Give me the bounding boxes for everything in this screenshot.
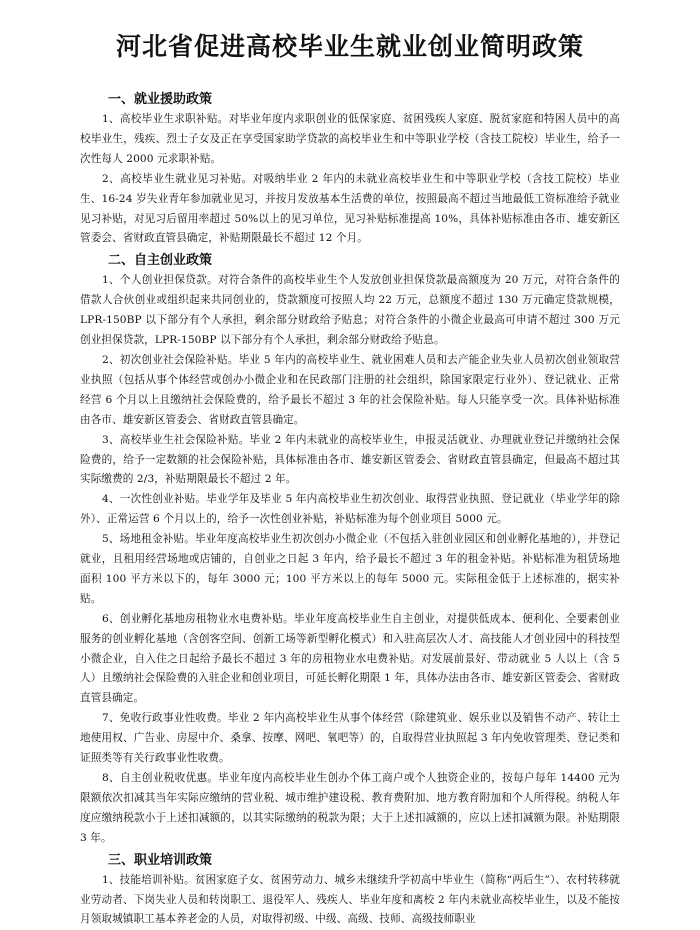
paragraph: 1、高校毕业生求职补贴。对毕业年度内求职创业的低保家庭、贫困残疾人家庭、脱贫家庭和特困人员中的高校毕业生，残疾、烈士子女及正在享受国家助学贷款的高校毕业生和中等职业学校（含技工院校）毕业生，给予一次性每人 2000 元求职补贴。 [80, 113, 620, 165]
paragraph: 2、初次创业社会保险补贴。毕业 5 年内的高校毕业生、就业困难人员和去产能企业失业人员初次创业领取营业执照（包括从事个体经营或创办小微企业和在民政部门注册的社会组织，除国家限定行业外）、登记就业、正常经营 6 个月以上且缴纳社会保险费的，给予最长不超过 3 年的社会保险补贴。每人只能享受一次。具体补贴标准由各市、雄安新区管委会、省财政直管县确定。 [80, 353, 620, 426]
document-title: 河北省促进高校毕业生就业创业简明政策 [115, 32, 584, 61]
section-heading-vocational-training: 三、职业培训政策 [108, 852, 213, 868]
paragraph: 4、一次性创业补贴。毕业学年及毕业 5 年内高校毕业生初次创业、取得营业执照、登记就业（毕业学年的除外）、正常运营 6 个月以上的，给予一次性创业补贴，补贴标准为每个创业项目 5000 元。 [80, 493, 620, 526]
paragraph: 2、高校毕业生就业见习补贴。对吸纳毕业 2 年内的未就业高校毕业生和中等职业学校（含技工院校）毕业生、16-24 岁失业青年参加就业见习，并按月发放基本生活费的单位，按照最高不超过当地最低工资标准给予就业见习补贴，对见习后留用率超过 50%以上的见习单位，见习补贴标准提高 10%，具体补贴标准由各市、雄安新区管委会、省财政直管县确定，补贴期限最长不超过 12 个月。 [80, 172, 620, 245]
paragraph: 1、个人创业担保贷款。对符合条件的高校毕业生个人发放创业担保贷款最高额度为 20 万元，对符合条件的借款人合伙创业或组织起来共同创业的，贷款额度可按照人均 22 万元，总额度不超过 130 万元确定贷款规模，LPR-150BP 以下部分有个人承担，剩余部分财政给予贴息；对符合条件的小微企业最高可申请不超过 300 万元创业担保贷款，LPR-150BP 以下部分有个人承担，剩余部分财政给予贴息。 [80, 274, 620, 347]
paragraph: 1、技能培训补贴。贫困家庭子女、贫困劳动力、城乡未继续升学初高中毕业生（简称“两后生”）、农村转移就业劳动者、下岗失业人员和转岗职工、退役军人、残疾人、毕业年度和离校 2 年内未就业高校毕业生，以及不能按月领取城镇职工基本养老金的人员，对取得初级、中级、高级、技师、高级技师职业 [80, 873, 620, 926]
paragraph: 3、高校毕业生社会保险补贴。毕业 2 年内未就业的高校毕业生，申报灵活就业、办理就业登记并缴纳社会保险费的，给予一定数额的社会保险补贴，具体标准由各市、雄安新区管委会、省财政直管县确定，但最高不超过其实际缴费的 2/3，补贴期限最长不超过 2 年。 [80, 433, 620, 486]
paragraph: 7、免收行政事业性收费。毕业 2 年内高校毕业生从事个体经营（除建筑业、娱乐业以及销售不动产、转让土地使用权、广告业、房屋中介、桑拿、按摩、网吧、氧吧等）的，自取得营业执照起 3 年内免收管理类、登记类和证照类等有关行政事业性收费。 [80, 712, 620, 765]
paragraph: 5、场地租金补贴。毕业年度高校毕业生初次创办小微企业（不包括入驻创业园区和创业孵化基地的），并登记就业，且租用经营场地或店铺的，自创业之日起 3 年内，给予最长不超过 3 年的租金补贴。补贴标准为租赁场地面积 100 平方米以下的，每年 3000 元；100 平方米以上的每年 5000 元。实际租金低于上述标准的，据实补贴。 [80, 533, 620, 605]
paragraph: 8、自主创业税收优惠。毕业年度内高校毕业生创办个体工商户或个人独资企业的，按每户每年 14400 元为限额依次扣减其当年实际应缴纳的营业税、城市维护建设税、教育费附加、地方教育附加和个人所得税。纳税人年度应缴纳税款小于上述扣减额的，以其实际缴纳的税款为限；大于上述扣减额的，应以上述扣减额为限。补贴期限 3 年。 [80, 772, 620, 844]
document-body [80, 88, 620, 930]
section-heading-entrepreneurship: 二、自主创业政策 [108, 253, 213, 269]
paragraph: 6、创业孵化基地房租物业水电费补贴。毕业年度高校毕业生自主创业，对提供低成本、便利化、全要素创业服务的创业孵化基地（含创客空间、创新工场等新型孵化模式）和入驻高层次人才、高技能人才创业园中的科技型小微企业，自入住之日起给予最长不超过 3 年的房租物业水电费补贴。对发展前景好、带动就业 5 人以上（含 5 人）且缴纳社会保险费的入驻企业和创业项目，可延长孵化期限 1 年，具体办法由各市、雄安新区管委会、省财政直管县确定。 [80, 612, 620, 705]
section-heading-employment-assistance: 一、就业援助政策 [108, 92, 213, 107]
